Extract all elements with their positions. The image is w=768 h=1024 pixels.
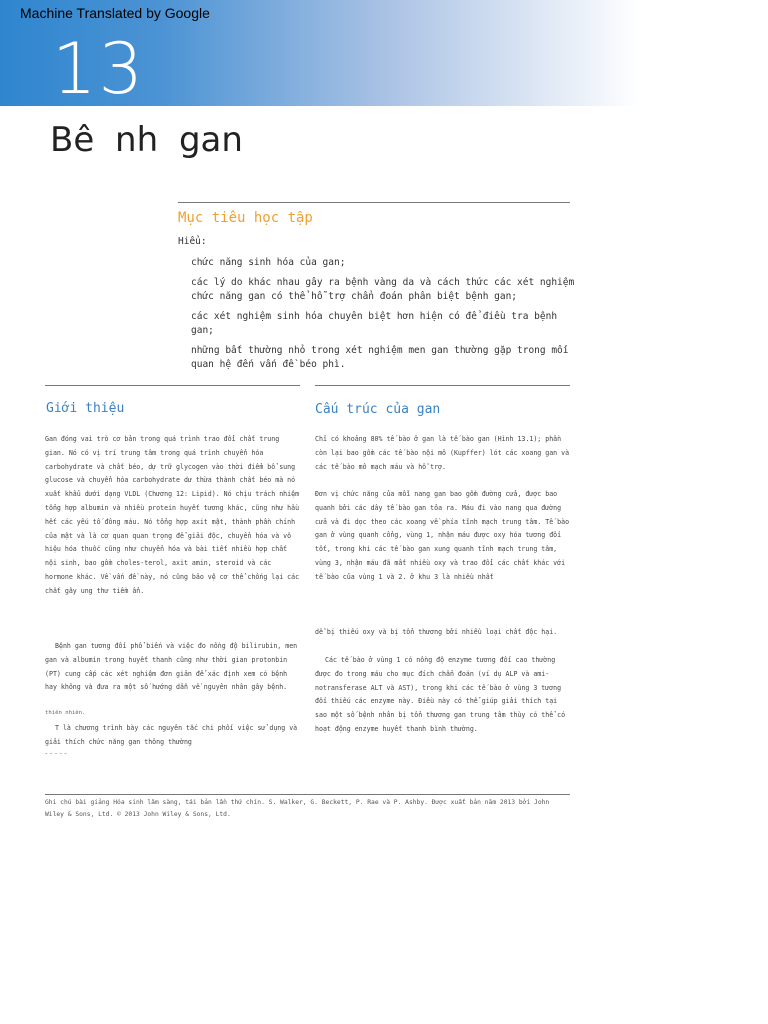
- footer-citation: Ghi chú bài giảng Hóa sinh lâm sàng, tái bản lần thứ chín. S. Walker, G. Beckett, P. Rae và P. Ashby. Được xuất bản năm 2013 bởi John Wiley & Sons, Ltd. © 2013 John Wiley & Sons, Ltd.: [45, 799, 550, 818]
- intro-paragraph-2: Bệnh gan tương đối phổ biến và việc đo nồng độ bilirubin, men gan và albumin trong huyết thanh cũng như thời gian protonbin (PT) cung cấp các xét nghiệm đơn giản để xác định xem có bệnh hay không và đưa ra một số hướng dẫn về nguyên nhân gây bệnh.: [45, 642, 298, 692]
- intro-small-label: thiên nhiên.: [45, 710, 86, 716]
- machine-translation-watermark: Machine Translated by Google: [20, 5, 210, 21]
- objectives-title: Mục tiêu học tập: [178, 210, 313, 226]
- structure-heading: Cấu trúc của gan: [315, 402, 441, 417]
- structure-paragraph-2: Đơn vị chức năng của mỗi nang gan bao gồm đường cửa, được bao quanh bởi các dây tế bào gan tỏa ra. Máu đi vào nang qua đường cửa và đi dọc theo các xoang về phía tĩnh mạch trung tâm. Tế bào gan ở vùng quanh cổng, vùng 1, nhận máu được oxy hóa tương đối tốt, trong khi các tế bào gan xung quanh tĩnh mạch trung tâm, vùng 3, nhận máu đã mất nhiều oxy và trao đổi các chất khác với tế bào của vùng 1 và 2. ở khu 3 là nhiều nhất: [315, 490, 570, 581]
- right-column-rule: [315, 385, 570, 386]
- objective-item: các xét nghiệm sinh hóa chuyên biệt hơn hiện có để điều tra bệnh gan;: [191, 311, 558, 336]
- intro-paragraph-1: Gan đóng vai trò cơ bản trong quá trình trao đổi chất trung gian. Nó có vị trí trung tâm trong quá trình chuyển hóa carbohydrate và chất béo, dự trữ glycogen vào thời điểm bổ sung glucose và chuyển hóa carbohydrate dư thừa thành chất béo mà nó xuất khẩu dưới dạng VLDL (Chương 12: Lipid). Nó chịu trách nhiệm tổng hợp albumin và nhiều protein huyết tương khác, cũng như hầu hết các yếu tố đông máu. Nó tổng hợp axit mật, thành phần chính của mật và là cơ quan quan trọng để giải độc, chuyển hóa và vô hiệu hóa thuốc cũng như chuyển hóa và bài tiết nhiều hợp chất nội sinh, bao gồm choles-terol, axit amin, steroid và các hormone khác. Về vấn đề này, nó cũng bảo vệ cơ thể chống lại các chất gây ung thư tiềm ẩn.: [45, 435, 300, 595]
- intro-tiny-mark: ~ ~ ~ ~ ~: [45, 751, 67, 756]
- left-column-rule: [45, 385, 300, 386]
- chapter-number: 13: [52, 28, 146, 110]
- objective-item: chức năng sinh hóa của gan;: [191, 257, 346, 268]
- intro-heading: Giới thiệu: [46, 401, 125, 416]
- structure-paragraph-1: Chỉ có khoảng 80% tế bào ở gan là tế bào gan (Hình 13.1); phần còn lại bao gồm các tế bào nội mô (Kupffer) lót các xoang gan và các tế bào mô mạch máu và hỗ trợ.: [315, 435, 570, 471]
- footer-rule: [45, 794, 570, 795]
- structure-paragraph-4: Các tế bào ở vùng 1 có nồng độ enzyme tương đối cao thường được đo trong máu cho mục đích chẩn đoán (ví dụ ALP và ami-notransferase ALT và AST), trong khi các tế bào ở vùng 3 tương đối thiếu các enzyme này. Điều này có thể giúp giải thích tại sao một số bệnh nhân bị tổn thương gan trung tâm thùy có thể có hoạt động enzyme huyết thanh bình thường.: [315, 656, 566, 733]
- objective-item: những bất thường nhỏ trong xét nghiệm men gan thường gặp trong mối quan hệ đến vấn đề béo phì.: [191, 345, 569, 370]
- objectives-intro: Hiểu:: [178, 236, 207, 247]
- objective-item: các lý do khác nhau gây ra bệnh vàng da và cách thức các xét nghiệm chức năng gan có thể hỗ trợ chẩn đoán phân biệt bệnh gan;: [191, 277, 575, 302]
- intro-paragraph-3: T là chương trình bày các nguyên tắc chi phối việc sử dụng và giải thích chức năng gan thông thường: [45, 724, 298, 746]
- chapter-title: Bê nh gan: [50, 120, 243, 160]
- structure-paragraph-3: dễ bị thiếu oxy và bị tổn thương bởi nhiều loại chất độc hại.: [315, 628, 558, 636]
- objectives-list: [191, 256, 576, 378]
- objectives-top-rule: [178, 202, 570, 203]
